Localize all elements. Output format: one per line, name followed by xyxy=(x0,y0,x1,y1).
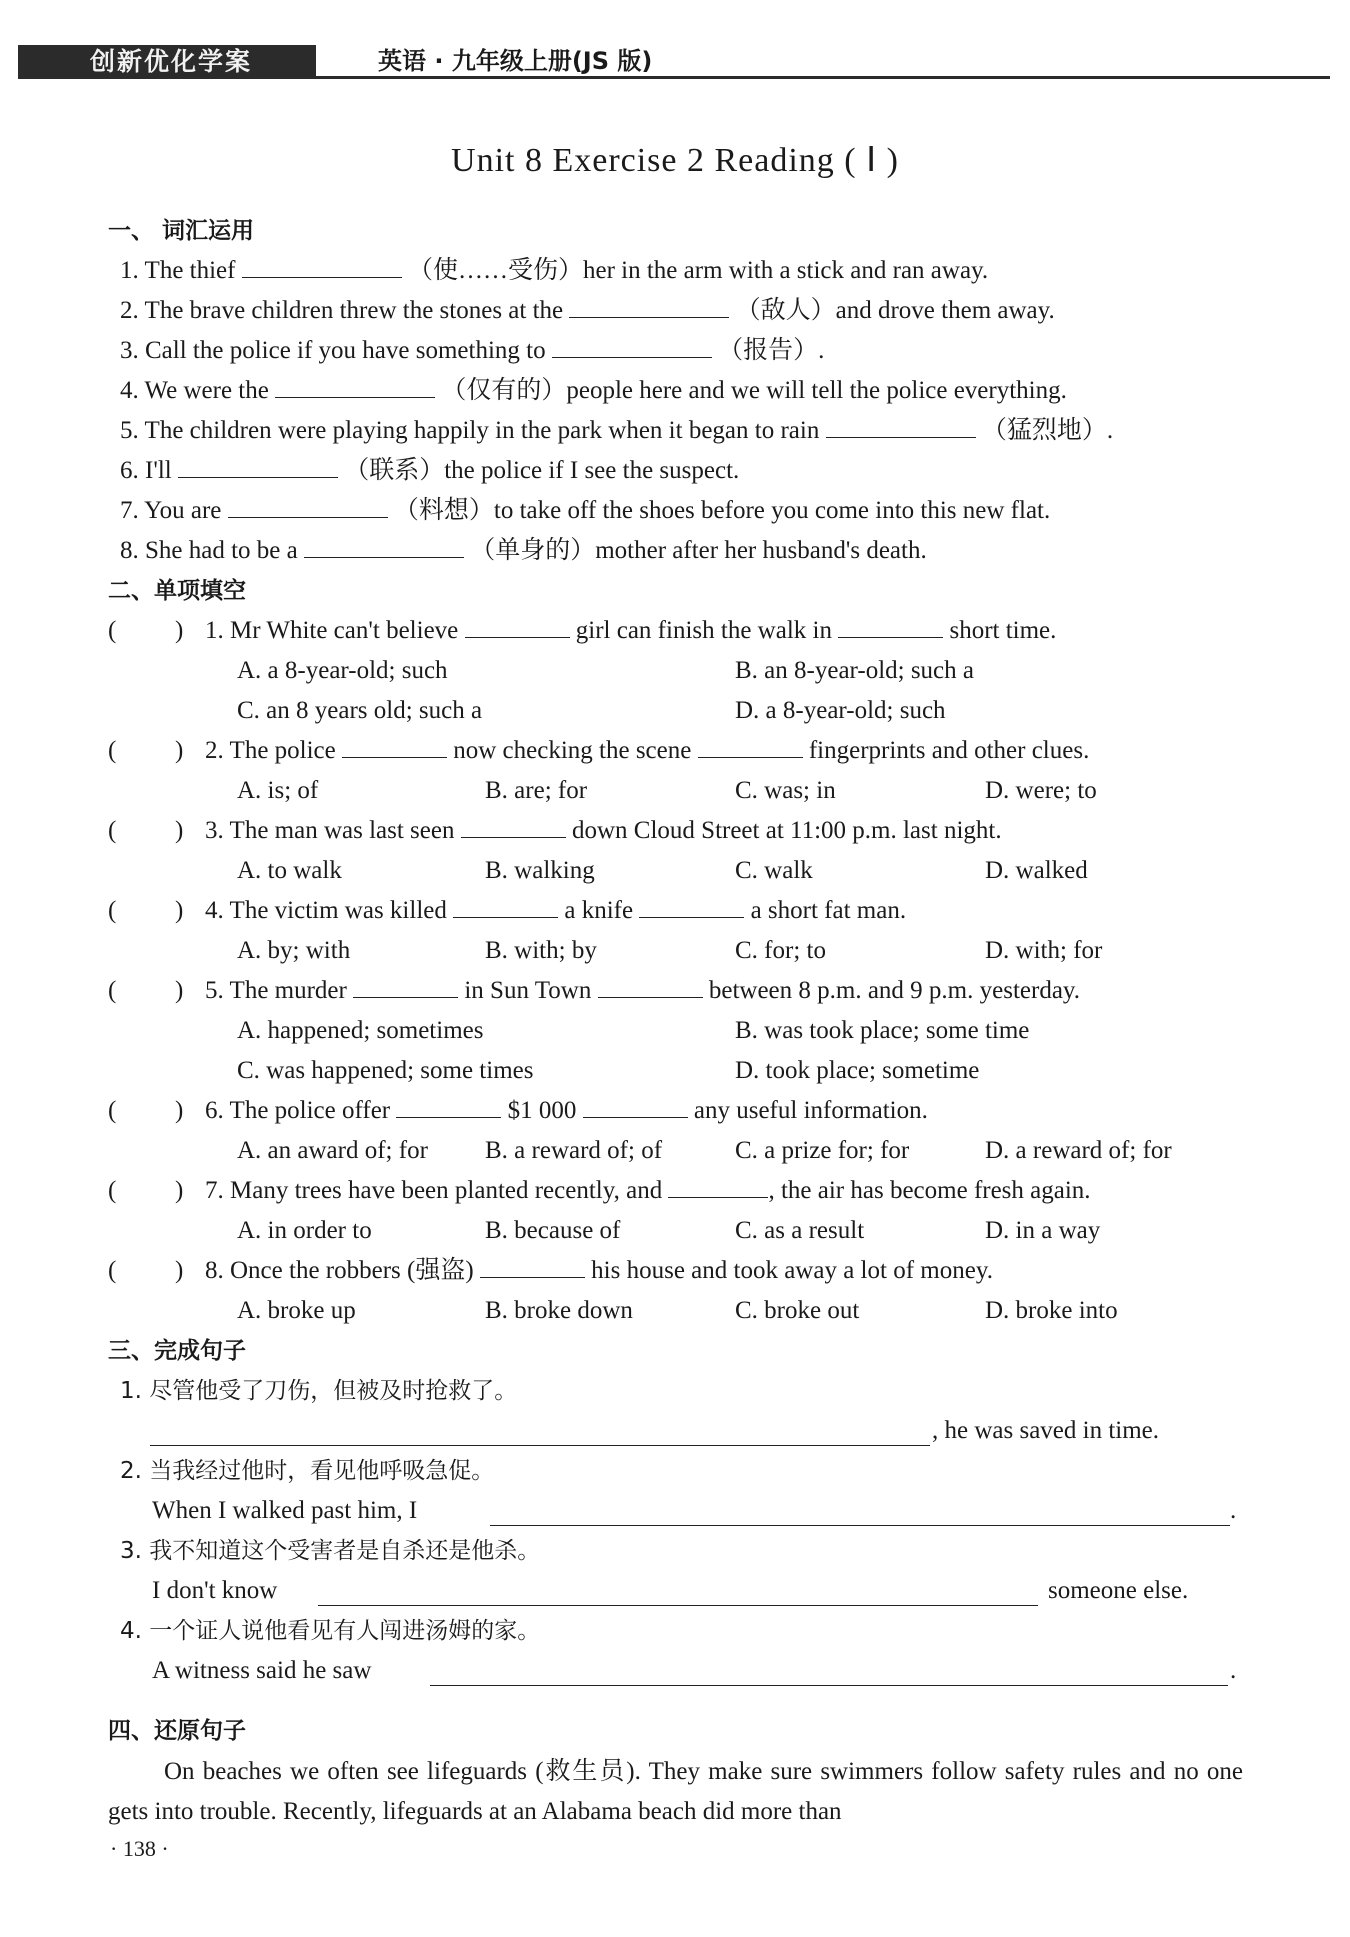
answer-paren-open[interactable]: ( xyxy=(108,897,117,924)
option: D. a 8-year-old; such xyxy=(735,697,946,724)
answer-blank[interactable] xyxy=(569,295,729,318)
chinese-prompt: 3. 我不知道这个受害者是自杀还是他杀。 xyxy=(120,1538,541,1564)
option: C. an 8 years old; such a xyxy=(237,697,483,724)
option: B. are; for xyxy=(485,777,588,804)
option: D. walked xyxy=(985,857,1088,884)
option: A. happened; sometimes xyxy=(237,1017,484,1044)
option: C. was happened; some times xyxy=(237,1057,534,1084)
option: C. for; to xyxy=(735,937,826,964)
chinese-prompt: 1. 尽管他受了刀伤，但被及时抢救了。 xyxy=(120,1378,518,1404)
answer-blank[interactable] xyxy=(838,615,943,638)
question-stem: 8. Once the robbers (强盗) his house and took away a lot of money. xyxy=(205,1257,993,1284)
answer-blank[interactable] xyxy=(465,615,570,638)
option: A. to walk xyxy=(237,857,342,884)
option: A. an award of; for xyxy=(237,1137,428,1164)
option: C. broke out xyxy=(735,1297,860,1324)
chinese-prompt: 2. 当我经过他时，看见他呼吸急促。 xyxy=(120,1458,495,1484)
sentence-head: I don't know xyxy=(152,1577,278,1604)
answer-blank[interactable] xyxy=(453,895,558,918)
option: C. walk xyxy=(735,857,813,884)
question-stem: 6. The police offer $1 000 any useful information. xyxy=(205,1097,928,1124)
option: B. with; by xyxy=(485,937,597,964)
option: A. by; with xyxy=(237,937,351,964)
answer-paren-close: ) xyxy=(175,737,184,764)
answer-paren-close: ) xyxy=(175,617,184,644)
option: D. took place; sometime xyxy=(735,1057,980,1084)
chinese-prompt: 4. 一个证人说他看见有人闯进汤姆的家。 xyxy=(120,1618,541,1644)
answer-paren-close: ) xyxy=(175,1097,184,1124)
option: B. was took place; some time xyxy=(735,1017,1030,1044)
sentence-tail: . xyxy=(1230,1657,1237,1684)
answer-blank[interactable] xyxy=(598,975,703,998)
vocab-item: 4. We were the （仅有的）people here and we will tell the police everything. xyxy=(120,377,1067,404)
question-stem: 7. Many trees have been planted recently, and , the air has become fresh again. xyxy=(205,1177,1091,1204)
answer-line[interactable] xyxy=(318,1605,1038,1606)
answer-paren-open[interactable]: ( xyxy=(108,1177,117,1204)
answer-paren-close: ) xyxy=(175,817,184,844)
brand-logo: 创新优化学案 xyxy=(18,45,316,79)
vocab-item: 2. The brave children threw the stones at the （敌人）and drove them away. xyxy=(120,297,1055,324)
vocab-item: 1. The thief （使……受伤）her in the arm with a stick and ran away. xyxy=(120,257,989,284)
answer-blank[interactable] xyxy=(242,255,402,278)
page-header xyxy=(18,45,1330,79)
section-heading-complete-sentences: 三、完成句子 xyxy=(108,1338,246,1364)
sentence-tail: someone else. xyxy=(1048,1577,1189,1604)
vocab-item: 8. She had to be a （单身的）mother after her husband's death. xyxy=(120,537,927,564)
vocab-item: 6. I'll （联系）the police if I see the suspect. xyxy=(120,457,740,484)
option: D. were; to xyxy=(985,777,1097,804)
option: B. a reward of; of xyxy=(485,1137,663,1164)
option: B. because of xyxy=(485,1217,621,1244)
option: B. walking xyxy=(485,857,595,884)
option: A. broke up xyxy=(237,1297,356,1324)
sentence-head: When I walked past him, I xyxy=(152,1497,418,1524)
sentence-head: A witness said he saw xyxy=(152,1657,372,1684)
option: C. was; in xyxy=(735,777,836,804)
page-title: Unit 8 Exercise 2 Reading ( Ⅰ ) xyxy=(451,142,899,179)
vocab-item: 5. The children were playing happily in the park when it began to rain （猛烈地）. xyxy=(120,417,1114,444)
answer-blank[interactable] xyxy=(396,1095,501,1118)
sentence-tail: . xyxy=(1230,1497,1237,1524)
section-heading-restore-sentences: 四、还原句子 xyxy=(108,1718,246,1744)
page-number: · 138 · xyxy=(110,1836,169,1861)
sentence-tail: , he was saved in time. xyxy=(932,1417,1160,1444)
subject-label: 英语 · 九年级上册(JS 版) xyxy=(378,47,653,75)
answer-blank[interactable] xyxy=(342,735,447,758)
answer-blank[interactable] xyxy=(275,375,435,398)
question-stem: 1. Mr White can't believe girl can finish the walk in short time. xyxy=(205,617,1057,644)
answer-blank[interactable] xyxy=(552,335,712,358)
answer-blank[interactable] xyxy=(178,455,338,478)
answer-paren-open[interactable]: ( xyxy=(108,617,117,644)
answer-paren-close: ) xyxy=(175,977,184,1004)
answer-blank[interactable] xyxy=(639,895,744,918)
option: D. a reward of; for xyxy=(985,1137,1172,1164)
option: A. is; of xyxy=(237,777,319,804)
answer-paren-open[interactable]: ( xyxy=(108,737,117,764)
answer-paren-open[interactable]: ( xyxy=(108,1097,117,1124)
answer-blank[interactable] xyxy=(228,495,388,518)
answer-blank[interactable] xyxy=(698,735,803,758)
option: A. in order to xyxy=(237,1217,372,1244)
option: D. with; for xyxy=(985,937,1103,964)
answer-paren-open[interactable]: ( xyxy=(108,977,117,1004)
option: D. broke into xyxy=(985,1297,1118,1324)
section-heading-single-choice: 二、单项填空 xyxy=(108,578,246,604)
question-stem: 2. The police now checking the scene fingerprints and other clues. xyxy=(205,737,1090,764)
answer-blank[interactable] xyxy=(826,415,976,438)
answer-paren-close: ) xyxy=(175,1257,184,1284)
answer-blank[interactable] xyxy=(461,815,566,838)
answer-blank[interactable] xyxy=(480,1255,585,1278)
answer-paren-open[interactable]: ( xyxy=(108,817,117,844)
answer-paren-close: ) xyxy=(175,1177,184,1204)
option: B. broke down xyxy=(485,1297,633,1324)
question-stem: 5. The murder in Sun Town between 8 p.m. and 9 p.m. yesterday. xyxy=(205,977,1081,1004)
answer-blank[interactable] xyxy=(668,1175,768,1198)
option: A. a 8-year-old; such xyxy=(237,657,448,684)
question-stem: 4. The victim was killed a knife a short fat man. xyxy=(205,897,907,924)
option: B. an 8-year-old; such a xyxy=(735,657,975,684)
answer-paren-close: ) xyxy=(175,897,184,924)
option: C. a prize for; for xyxy=(735,1137,910,1164)
option: D. in a way xyxy=(985,1217,1101,1244)
answer-line[interactable] xyxy=(150,1445,930,1446)
vocab-item: 7. You are （料想）to take off the shoes before you come into this new flat. xyxy=(120,497,1051,524)
reading-paragraph: On beaches we often see lifeguards (救生员). They make sure swimmers follow safety rules and no one gets into trouble. Recently, lifeguards at an Alabama beach did more than xyxy=(108,1758,1243,1825)
answer-paren-open[interactable]: ( xyxy=(108,1257,117,1284)
question-stem: 3. The man was last seen down Cloud Street at 11:00 p.m. last night. xyxy=(205,817,1002,844)
answer-line[interactable] xyxy=(490,1525,1230,1526)
section-heading-vocabulary: 一、 词汇运用 xyxy=(108,218,255,244)
answer-blank[interactable] xyxy=(353,975,458,998)
vocab-item: 3. Call the police if you have something to （报告）. xyxy=(120,337,825,364)
answer-blank[interactable] xyxy=(304,535,464,558)
option: C. as a result xyxy=(735,1217,865,1244)
answer-blank[interactable] xyxy=(583,1095,688,1118)
answer-line[interactable] xyxy=(430,1685,1228,1686)
